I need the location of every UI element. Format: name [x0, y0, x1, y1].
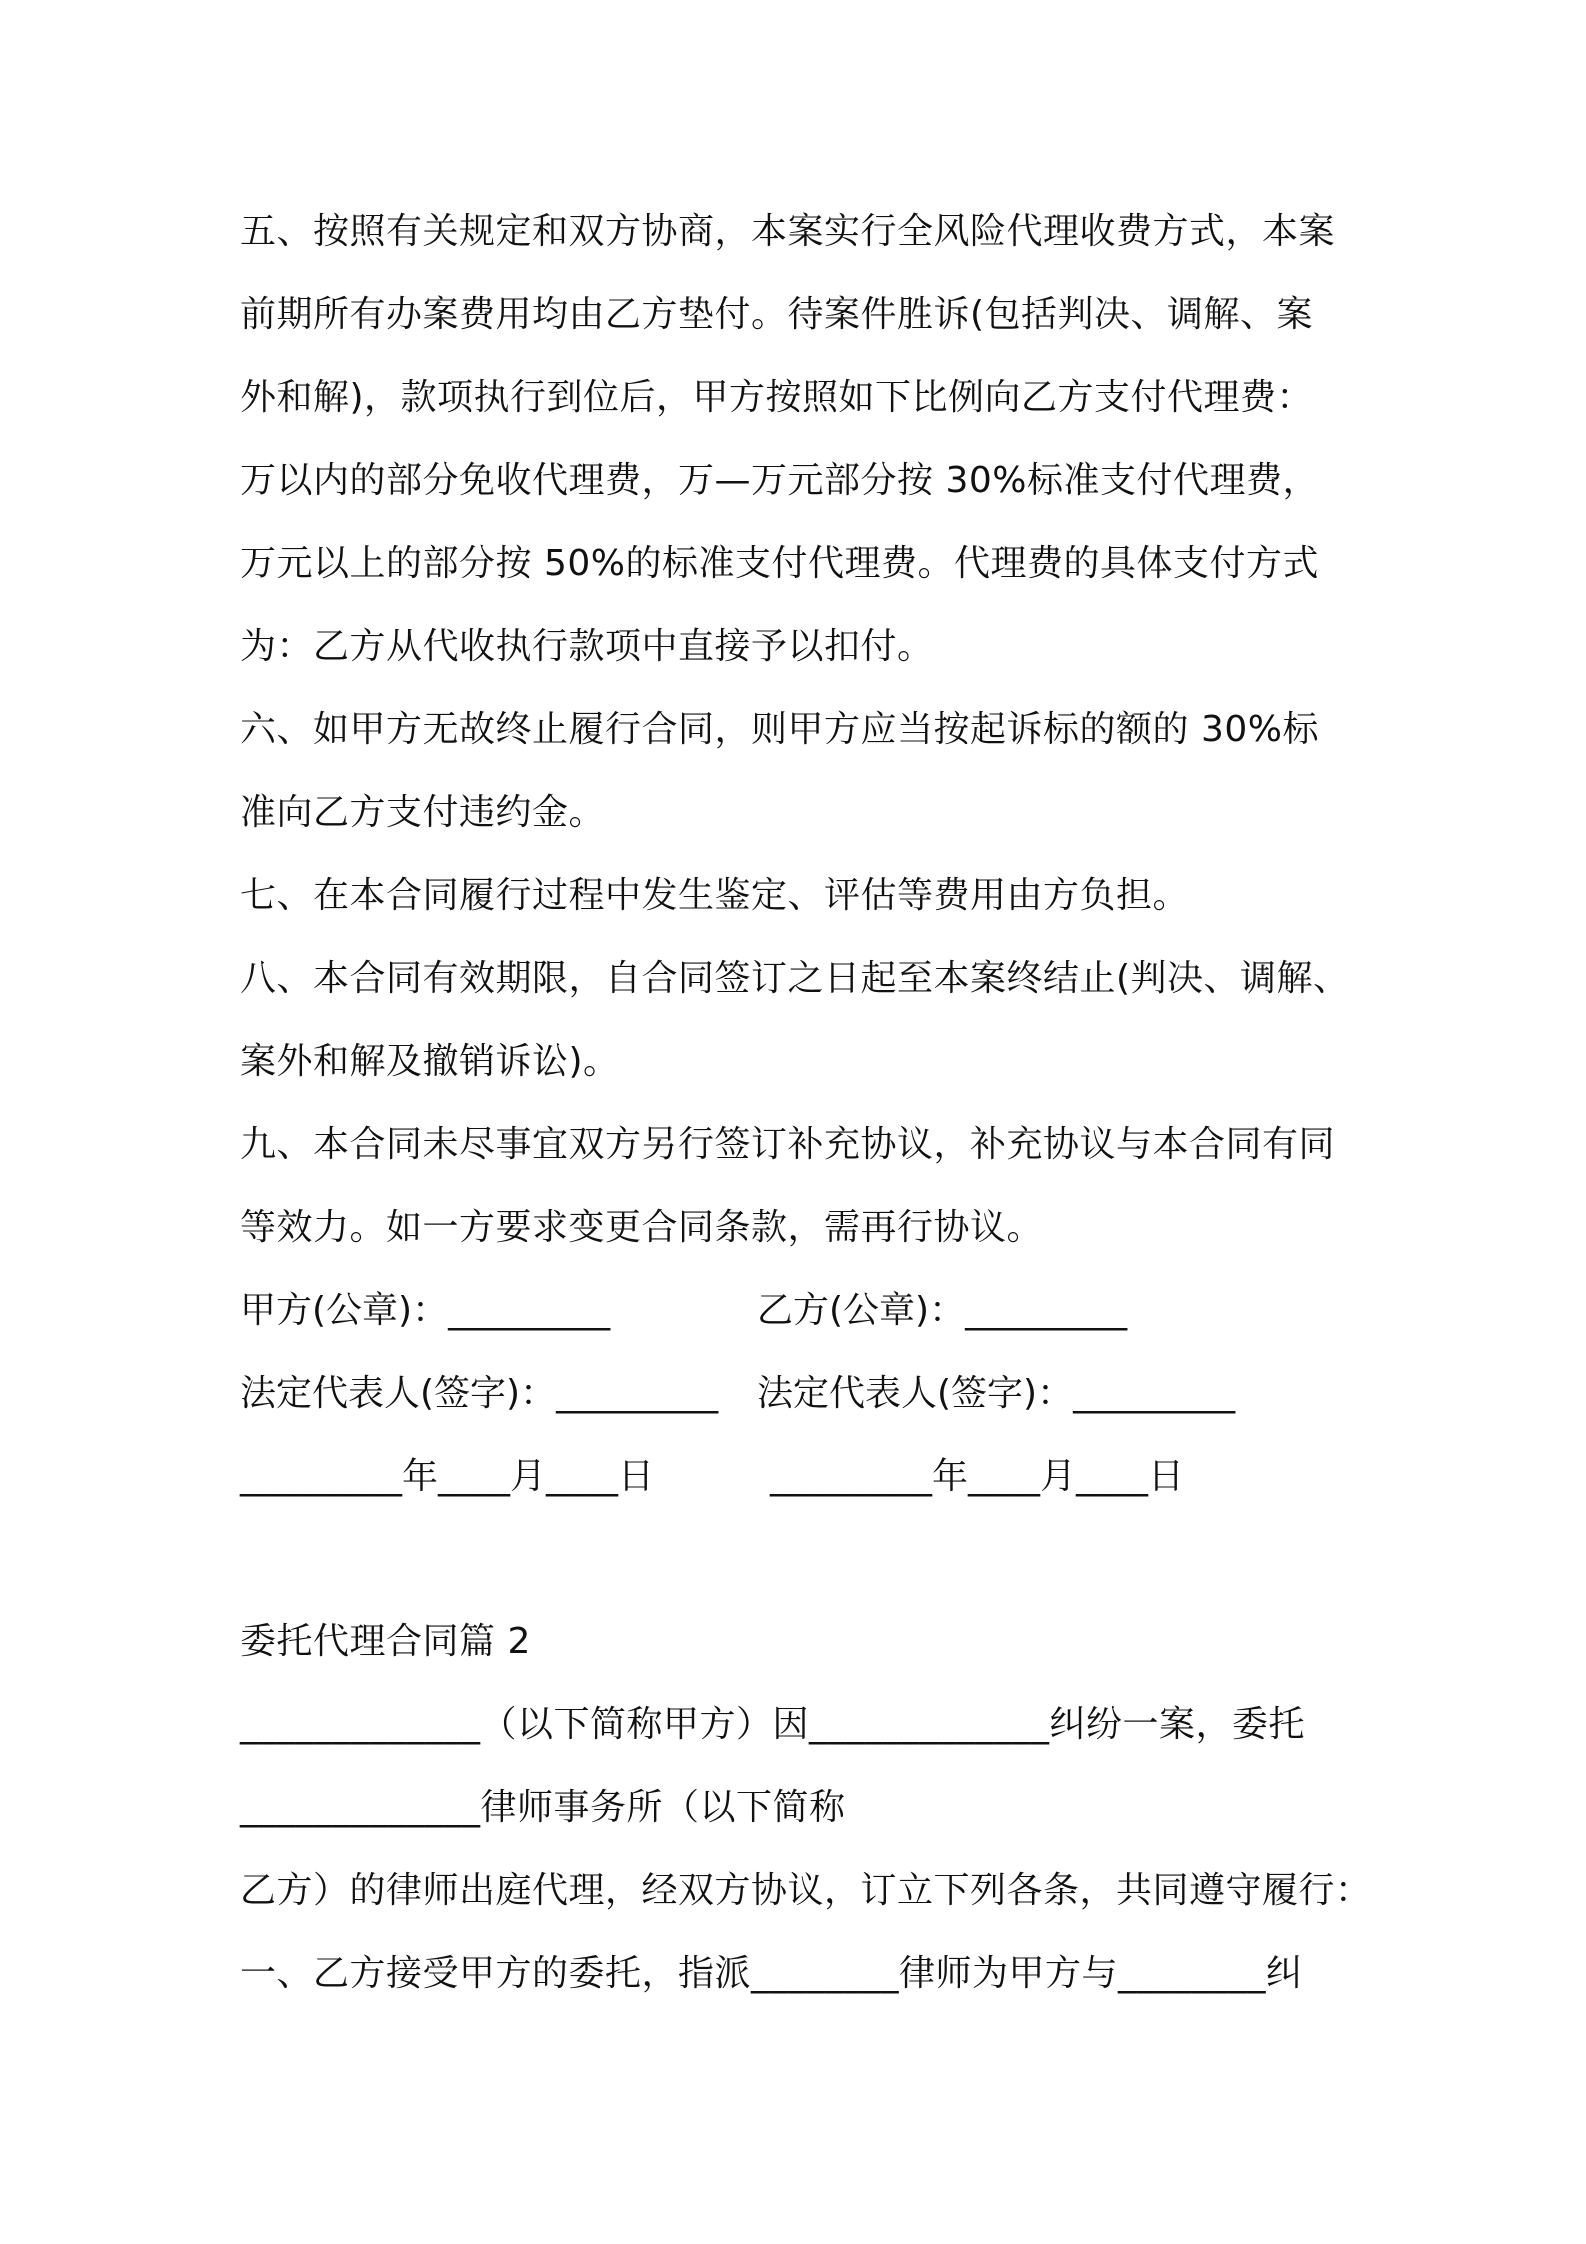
- clause-5-line-2: 前期所有办案费用均由乙方垫付。待案件胜诉(包括判决、调解、案: [240, 294, 1314, 335]
- clause-5-line-4: 万以内的部分免收代理费，万—万元部分按 30%标准支付代理费，: [240, 460, 1319, 501]
- contract-2-line-3: 乙方）的律师出庭代理，经双方协议，订立下列各条，共同遵守履行：: [240, 1870, 1372, 1911]
- clause-8-line-1: 八、本合同有效期限，自合同签订之日起至本案终结止(判决、调解、: [240, 958, 1350, 999]
- clause-8-line-2: 案外和解及撤销诉讼)。: [240, 1041, 620, 1082]
- clause-7-line-1: 七、在本合同履行过程中发生鉴定、评估等费用由方负担。: [240, 875, 1190, 916]
- legal-rep-a-line: 法定代表人(签字)：_________: [240, 1373, 719, 1414]
- clause-5-line-1: 五、按照有关规定和双方协商，本案实行全风险代理收费方式，本案: [240, 211, 1336, 252]
- clause-5-line-5: 万元以上的部分按 50%的标准支付代理费。代理费的具体支付方式: [240, 543, 1319, 584]
- clause-6-line-1: 六、如甲方无故终止履行合同，则甲方应当按起诉标的额的 30%标: [240, 709, 1319, 750]
- date-b-line: _________年____月____日: [770, 1456, 1184, 1497]
- contract-2-heading: 委托代理合同篇 2: [240, 1621, 531, 1662]
- contract-2-line-1: _____________（以下简称甲方）因_____________纠纷一案，委托: [240, 1704, 1306, 1745]
- clause-6-line-2: 准向乙方支付违约金。: [240, 792, 606, 833]
- clause-5-line-3: 外和解)，款项执行到位后，甲方按照如下比例向乙方支付代理费：: [240, 377, 1314, 418]
- legal-rep-b-line: 法定代表人(签字)：_________: [757, 1373, 1236, 1414]
- date-a-line: _________年____月____日: [240, 1456, 654, 1497]
- party-b-seal-line: 乙方(公章)：_________: [757, 1290, 1128, 1331]
- clause-9-line-1: 九、本合同未尽事宜双方另行签订补充协议，补充协议与本合同有同: [240, 1124, 1336, 1165]
- contract-2-line-4: 一、乙方接受甲方的委托，指派________律师为甲方与________纠: [240, 1953, 1303, 1994]
- clause-5-line-6: 为：乙方从代收执行款项中直接予以扣付。: [240, 626, 934, 667]
- contract-2-line-2: _____________律师事务所（以下简称: [240, 1787, 846, 1828]
- clause-9-line-2: 等效力。如一方要求变更合同条款，需再行协议。: [240, 1207, 1044, 1248]
- party-a-seal-line: 甲方(公章)：_________: [240, 1290, 611, 1331]
